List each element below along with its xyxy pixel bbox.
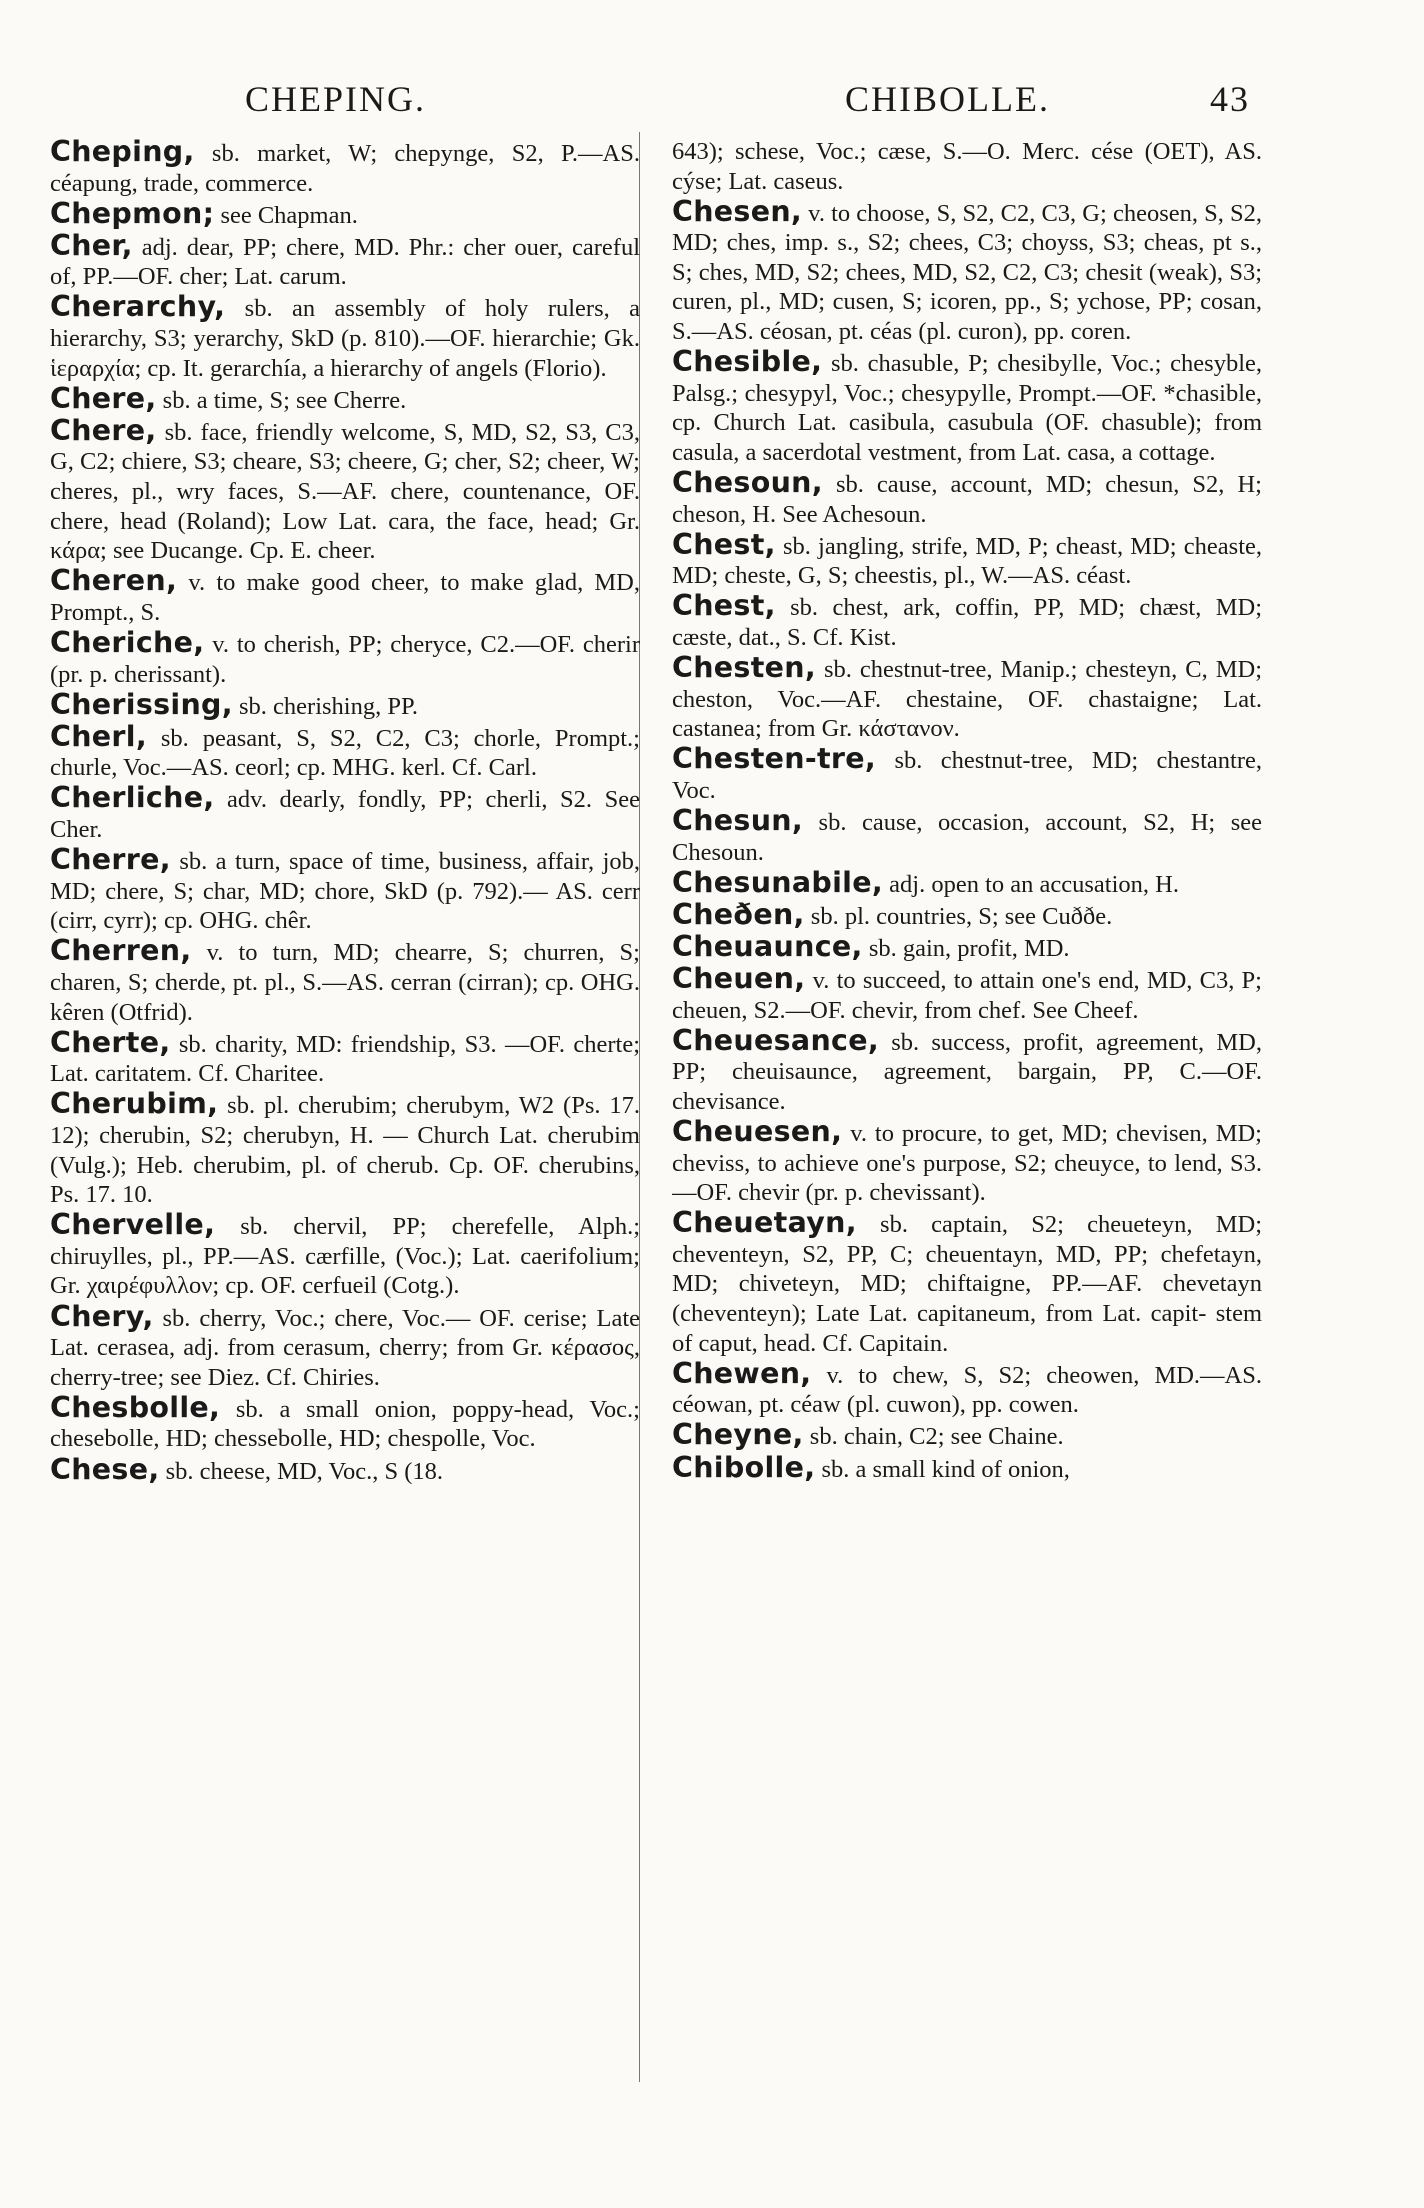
- entry-definition: sb. chasuble, P; chesibylle, Voc.; chesyble, Palsg.; chesypyl, Voc.; chesypylle, Prompt.—OF. *chasible, cp. Church Lat. casibula, casubula (OF. chasuble); from casula, a sacerdotal vestment, from Lat. casa, a cottage.: [672, 350, 1262, 466]
- dictionary-entry: [672, 929, 1262, 964]
- left-column: [50, 137, 640, 2177]
- entry-definition: sb. captain, S2; cheueteyn, MD; cheventeyn, S2, PP, C; cheuentayn, MD, PP; chefetayn, MD; chiveteyn, MD; chiftaigne, PP.—AF. chevetayn (cheventeyn); Late Lat. capitaneum, from Lat. capit- stem of caput, head. Cf. Capitain.: [672, 1211, 1262, 1357]
- entry-headword: Cheyne,: [672, 1418, 804, 1452]
- dictionary-entry: [50, 687, 640, 722]
- entry-headword: Cherliche,: [50, 781, 215, 815]
- entry-definition: sb. an assembly of holy rulers, a hierarchy, S3; yerarchy, SkD (p. 810).—OF. hierarchie; Gk. ἱεραρχία; cp. It. gerarchía, a hierarchy of angels (Florio).: [50, 295, 640, 382]
- entry-headword: Chere,: [50, 381, 157, 415]
- dictionary-entry: [672, 1356, 1262, 1420]
- entry-definition: sb. chest, ark, coffin, PP, MD; chæst, MD; cæste, dat., S. Cf. Kist.: [672, 594, 1262, 651]
- dictionary-entry: [672, 591, 1262, 652]
- entry-headword: Cherissing,: [50, 687, 233, 721]
- dictionary-entry: [50, 196, 640, 231]
- dictionary-entry: [50, 1299, 640, 1393]
- entry-definition: sb. cause, account, MD; chesun, S2, H; cheson, H. See Achesoun.: [672, 471, 1262, 528]
- dictionary-entry: [672, 897, 1262, 932]
- entry-headword: Chibolle,: [672, 1450, 816, 1484]
- dictionary-entry: [50, 845, 640, 936]
- entry-headword: Cheuetayn,: [672, 1206, 857, 1240]
- header-left-word: CHEPING.: [245, 79, 427, 119]
- dictionary-entry: [50, 1210, 640, 1301]
- entry-headword: Chewen,: [672, 1356, 812, 1390]
- entry-headword: Cheuesance,: [672, 1023, 879, 1057]
- entry-definition: adv. dearly, fondly, PP; cherli, S2. See Cher.: [50, 786, 640, 844]
- entry-headword: Chesunabile,: [672, 865, 884, 899]
- entry-definition: v. to procure, to get, MD; chevisen, MD; cheviss, to achieve one's purpose, S2; cheuyce, to lend, S3.—OF. chevir (pr. p. chevissant).: [672, 1120, 1262, 1207]
- entry-headword: Chepmon;: [50, 196, 215, 230]
- entry-headword: Chesten-tre,: [672, 742, 877, 776]
- entry-definition: v. to turn, MD; chearre, S; churren, S; charen, S; cherde, pt. pl., S.—AS. cerran (cirran); cp. OHG. kêren (Otfrid).: [50, 939, 640, 1026]
- dictionary-entry: [50, 1390, 640, 1454]
- dictionary-entry: [50, 628, 640, 689]
- entry-headword: Cherre,: [50, 843, 171, 877]
- entry-headword: Chese,: [50, 1452, 160, 1486]
- entry-definition: v. to cherish, PP; cheryce, C2.—OF. cherir (pr. p. cherissant).: [50, 631, 640, 688]
- dictionary-entry: [672, 1117, 1262, 1208]
- entry-definition: sb. pl. countries, S; see Cuððe.: [804, 902, 1113, 930]
- entry-definition: sb. gain, profit, MD.: [862, 934, 1070, 962]
- entry-headword: Chere,: [50, 413, 157, 447]
- entry-definition: sb. chervil, PP; cherefelle, Alph.; chiruylles, pl., PP.—AS. cærfille, (Voc.); Lat. caerifolium; Gr. χαιρέφυλλον; cp. OF. cerfueil (Cotg.).: [50, 1213, 640, 1300]
- entry-headword: Chesun,: [672, 804, 804, 838]
- header-right-word: CHIBOLLE.: [845, 79, 1050, 119]
- running-header: [50, 78, 1250, 128]
- dictionary-entry: [672, 468, 1262, 529]
- dictionary-entry: [50, 228, 640, 292]
- entry-definition: sb. cause, occasion, account, S2, H; see Chesoun.: [672, 809, 1262, 866]
- entry-headword: Cheuesen,: [672, 1115, 843, 1148]
- dictionary-entry: [672, 964, 1262, 1025]
- dictionary-entry: [672, 1420, 1262, 1452]
- entry-definition: sb. jangling, strife, MD, P; cheast, MD; cheaste, MD; cheste, G, S; cheestis, pl., W.—AS. céast.: [672, 532, 1262, 590]
- dictionary-entry: [672, 1450, 1262, 1485]
- dictionary-entry: [50, 381, 640, 416]
- entry-definition: sb. chestnut-tree, Manip.; chesteyn, C, MD; cheston, Voc.—AF. chestaine, OF. chastaigne; Lat. castanea; from Gr. κάστανον.: [672, 656, 1262, 743]
- entry-headword: Chesbolle,: [50, 1390, 221, 1424]
- entry-headword: Chervelle,: [50, 1208, 216, 1242]
- dictionary-entry: [672, 137, 1262, 196]
- entry-headword: Cheping,: [50, 137, 195, 168]
- entry-headword: Cherl,: [50, 719, 147, 753]
- dictionary-entry: [50, 137, 640, 198]
- entry-definition: sb. a small onion, poppy-head, Voc.; chesebolle, HD; chessebolle, HD; chespolle, Voc.: [50, 1395, 640, 1453]
- entry-definition: sb. chain, C2; see Chaine.: [803, 1423, 1064, 1451]
- entry-definition: sb. cherry, Voc.; chere, Voc.— OF. cerise; Late Lat. cerasea, adj. from cerasum, cherry; from Gr. κέρασος, cherry-tree; see Diez. Cf. Chiries.: [50, 1304, 640, 1391]
- dictionary-entry: [50, 1452, 640, 1487]
- dictionary-entry: [50, 1025, 640, 1089]
- page-number: 43: [1210, 79, 1250, 119]
- dictionary-entry: [672, 653, 1262, 744]
- entry-definition: v. to succeed, to attain one's end, MD, C3, P; cheuen, S2.—OF. chevir, from chef. See Cheef.: [672, 967, 1262, 1024]
- entry-headword: Chesible,: [672, 345, 823, 379]
- dictionary-entry: [672, 527, 1262, 591]
- entry-headword: Chesen,: [672, 194, 803, 228]
- entry-headword: Chest,: [672, 589, 776, 623]
- entry-definition: sb. face, friendly welcome, S, MD, S2, S3, C3, G, C2; chiere, S3; cheare, S3; cheere, G; cher, S2; cheer, W; cheres, pl., wry faces, S.—AF. chere, countenance, OF. chere, head (Roland); Low Lat. cara, the face, head; Gr. κάρα; see Ducange. Cp. E. cheer.: [50, 418, 640, 565]
- entry-definition: sb. success, profit, agreement, MD, PP; cheuisaunce, agreement, bargain, PP, C.—OF. chevisance.: [672, 1028, 1262, 1115]
- dictionary-entry: [50, 936, 640, 1027]
- entry-definition: sb. charity, MD: friendship, S3. —OF. cherte; Lat. caritatem. Cf. Charitee.: [50, 1030, 640, 1088]
- entry-headword: Chesten,: [672, 651, 816, 685]
- entry-definition: v. to make good cheer, to make glad, MD, Prompt., S.: [50, 569, 640, 626]
- entry-definition: sb. a time, S; see Cherre.: [156, 386, 407, 414]
- entry-definition: sb. a small kind of onion,: [815, 1455, 1070, 1483]
- entry-headword: Cheðen,: [672, 897, 805, 931]
- dictionary-entry: [672, 347, 1262, 467]
- entry-definition: v. to chew, S, S2; cheowen, MD.—AS. céowan, pt. céaw (pl. cuwon), pp. cowen.: [672, 1361, 1262, 1419]
- entry-definition: sb. cherishing, PP.: [232, 692, 419, 720]
- dictionary-entry: [50, 783, 640, 844]
- entry-headword: Cheriche,: [50, 626, 205, 659]
- entry-headword: Chesoun,: [672, 466, 823, 500]
- dictionary-entry: [50, 413, 640, 566]
- entry-headword: Cherren,: [50, 934, 192, 968]
- dictionary-entry: [672, 1023, 1262, 1117]
- entry-definition: sb. market, W; chepynge, S2, P.—AS. céapung, trade, commerce.: [50, 140, 640, 197]
- entry-headword: Cheren,: [50, 564, 178, 598]
- entry-definition: sb. peasant, S, S2, C2, C3; chorle, Prompt.; churle, Voc.—AS. ceorl; cp. MHG. kerl. Cf. Carl.: [50, 724, 640, 782]
- entry-definition: sb. pl. cherubim; cherubym, W2 (Ps. 17. 12); cherubin, S2; cherubyn, H. — Church Lat. cherubim (Vulg.); Heb. cherubim, pl. of cherub. Cp. OF. cherubins, Ps. 17. 10.: [50, 1092, 640, 1209]
- entry-headword: Cher,: [50, 228, 133, 262]
- dictionary-entry: [672, 865, 1262, 900]
- entry-definition: sb. chestnut-tree, MD; chestantre, Voc.: [672, 747, 1262, 804]
- entry-definition: adj. dear, PP; chere, MD. Phr.: cher ouer, careful of, PP.—OF. cher; Lat. carum.: [50, 233, 640, 291]
- dictionary-entry: [50, 566, 640, 627]
- entry-headword: Cheuen,: [672, 962, 806, 996]
- entry-headword: Cheuaunce,: [672, 929, 863, 963]
- dictionary-entry: [672, 806, 1262, 867]
- entry-definition: see Chapman.: [214, 201, 358, 229]
- entry-headword: Cherarchy,: [50, 290, 226, 324]
- entry-definition: v. to choose, S, S2, C2, C3, G; cheosen, S, S2, MD; ches, imp. s., S2; chees, C3; choyss, S3; cheas, pt s., S; ches, MD, S2; chees, MD, S2, C2, C3; chesit (weak), S3; curen, pl., MD; cusen, S; icoren, pp., S; ychose, PP; cosan, S.—AS. céosan, pt. céas (pl. curon), pp. coren.: [672, 199, 1262, 346]
- dictionary-entry: [50, 1089, 640, 1209]
- entry-definition: adj. open to an accusation, H.: [883, 870, 1179, 898]
- dictionary-entry: [50, 292, 640, 383]
- entry-headword: Cherubim,: [50, 1087, 219, 1121]
- entry-definition: sb. cheese, MD, Voc., S (18.: [159, 1457, 444, 1485]
- dictionary-entry: [672, 1208, 1262, 1358]
- entry-headword: Chest,: [672, 527, 776, 561]
- entry-definition: 643); schese, Voc.; cæse, S.—O. Merc. cése (OET), AS. cýse; Lat. caseus.: [672, 138, 1262, 195]
- dictionary-entry: [672, 194, 1262, 347]
- entry-headword: Chery,: [50, 1299, 154, 1333]
- entry-headword: Cherte,: [50, 1025, 171, 1059]
- entry-definition: sb. a turn, space of time, business, affair, job, MD; chere, S; char, MD; chore, SkD (p. 792).— AS. cerr (cirr, cyrr); cp. OHG. chêr.: [50, 848, 640, 935]
- dictionary-entry: [50, 719, 640, 783]
- right-column: [672, 137, 1262, 2177]
- dictionary-entry: [672, 744, 1262, 805]
